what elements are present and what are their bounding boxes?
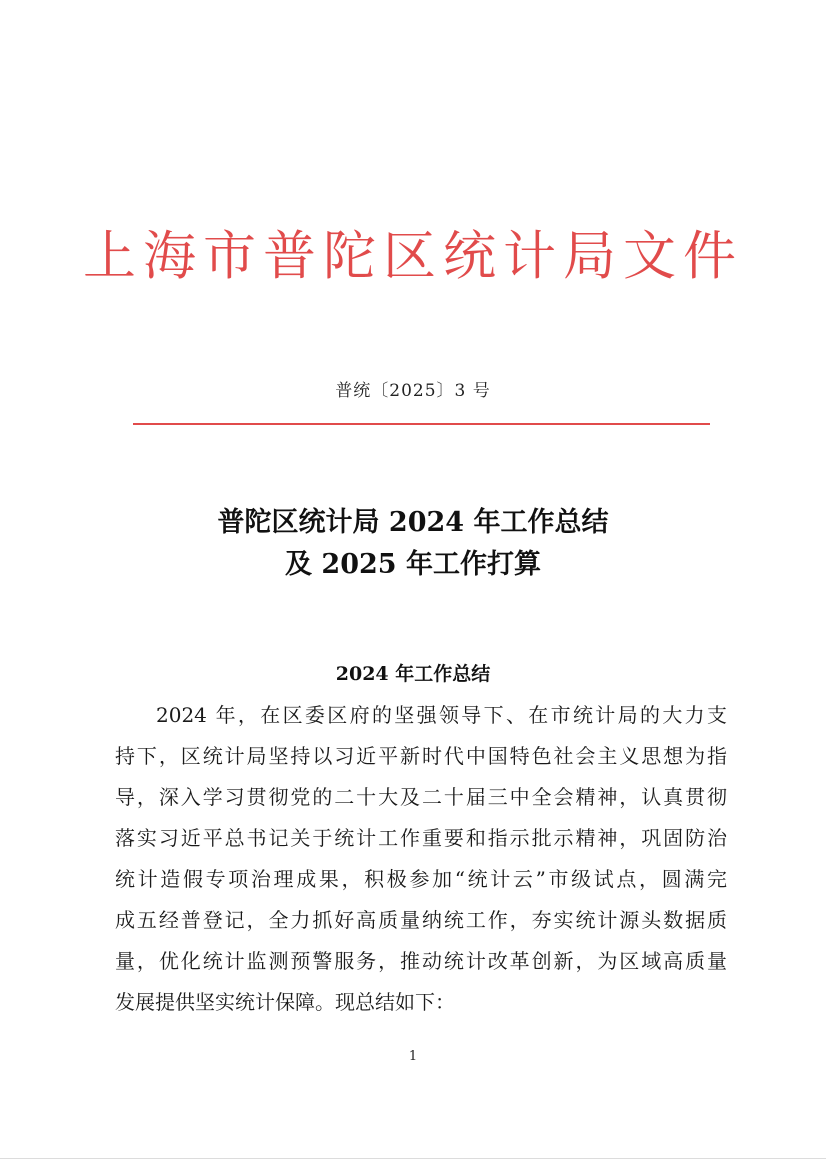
document-title-line-1: 普陀区统计局 2024 年工作总结 xyxy=(217,507,609,538)
paragraph-line: 落实习近平总书记关于统计工作重要和指示批示精神，巩固防治 xyxy=(115,826,727,850)
body-paragraph xyxy=(115,695,727,1023)
paragraph-line: 持下，区统计局坚持以习近平新时代中国特色社会主义思想为指 xyxy=(115,744,727,768)
paragraph-line: 导，深入学习贯彻党的二十大及二十届三中全会精神，认真贯彻 xyxy=(115,785,727,809)
red-divider-line xyxy=(133,423,710,425)
document-title xyxy=(0,502,826,586)
paragraph-line: 2024 年，在区委区府的坚强领导下、在市统计局的大力支 xyxy=(156,703,727,727)
paragraph-line: 发展提供坚实统计保障。现总结如下： xyxy=(115,990,455,1014)
section-heading: 2024 年工作总结 xyxy=(335,663,491,685)
paragraph-line: 量，优化统计监测预警服务，推动统计改革创新，为区域高质量 xyxy=(115,949,727,973)
paragraph-line: 成五经普登记，全力抓好高质量纳统工作，夯实统计源头数据质 xyxy=(115,908,727,932)
paragraph-line: 统计造假专项治理成果，积极参加“统计云”市级试点，圆满完 xyxy=(115,867,727,891)
page-bottom-edge xyxy=(0,1158,826,1159)
page-number: 1 xyxy=(408,1049,418,1064)
document-title-line-2: 及 2025 年工作打算 xyxy=(285,549,541,580)
issuer-header-title: 上海市普陀区统计局文件 xyxy=(83,226,743,287)
document-number: 普统〔2025〕3 号 xyxy=(335,381,491,401)
